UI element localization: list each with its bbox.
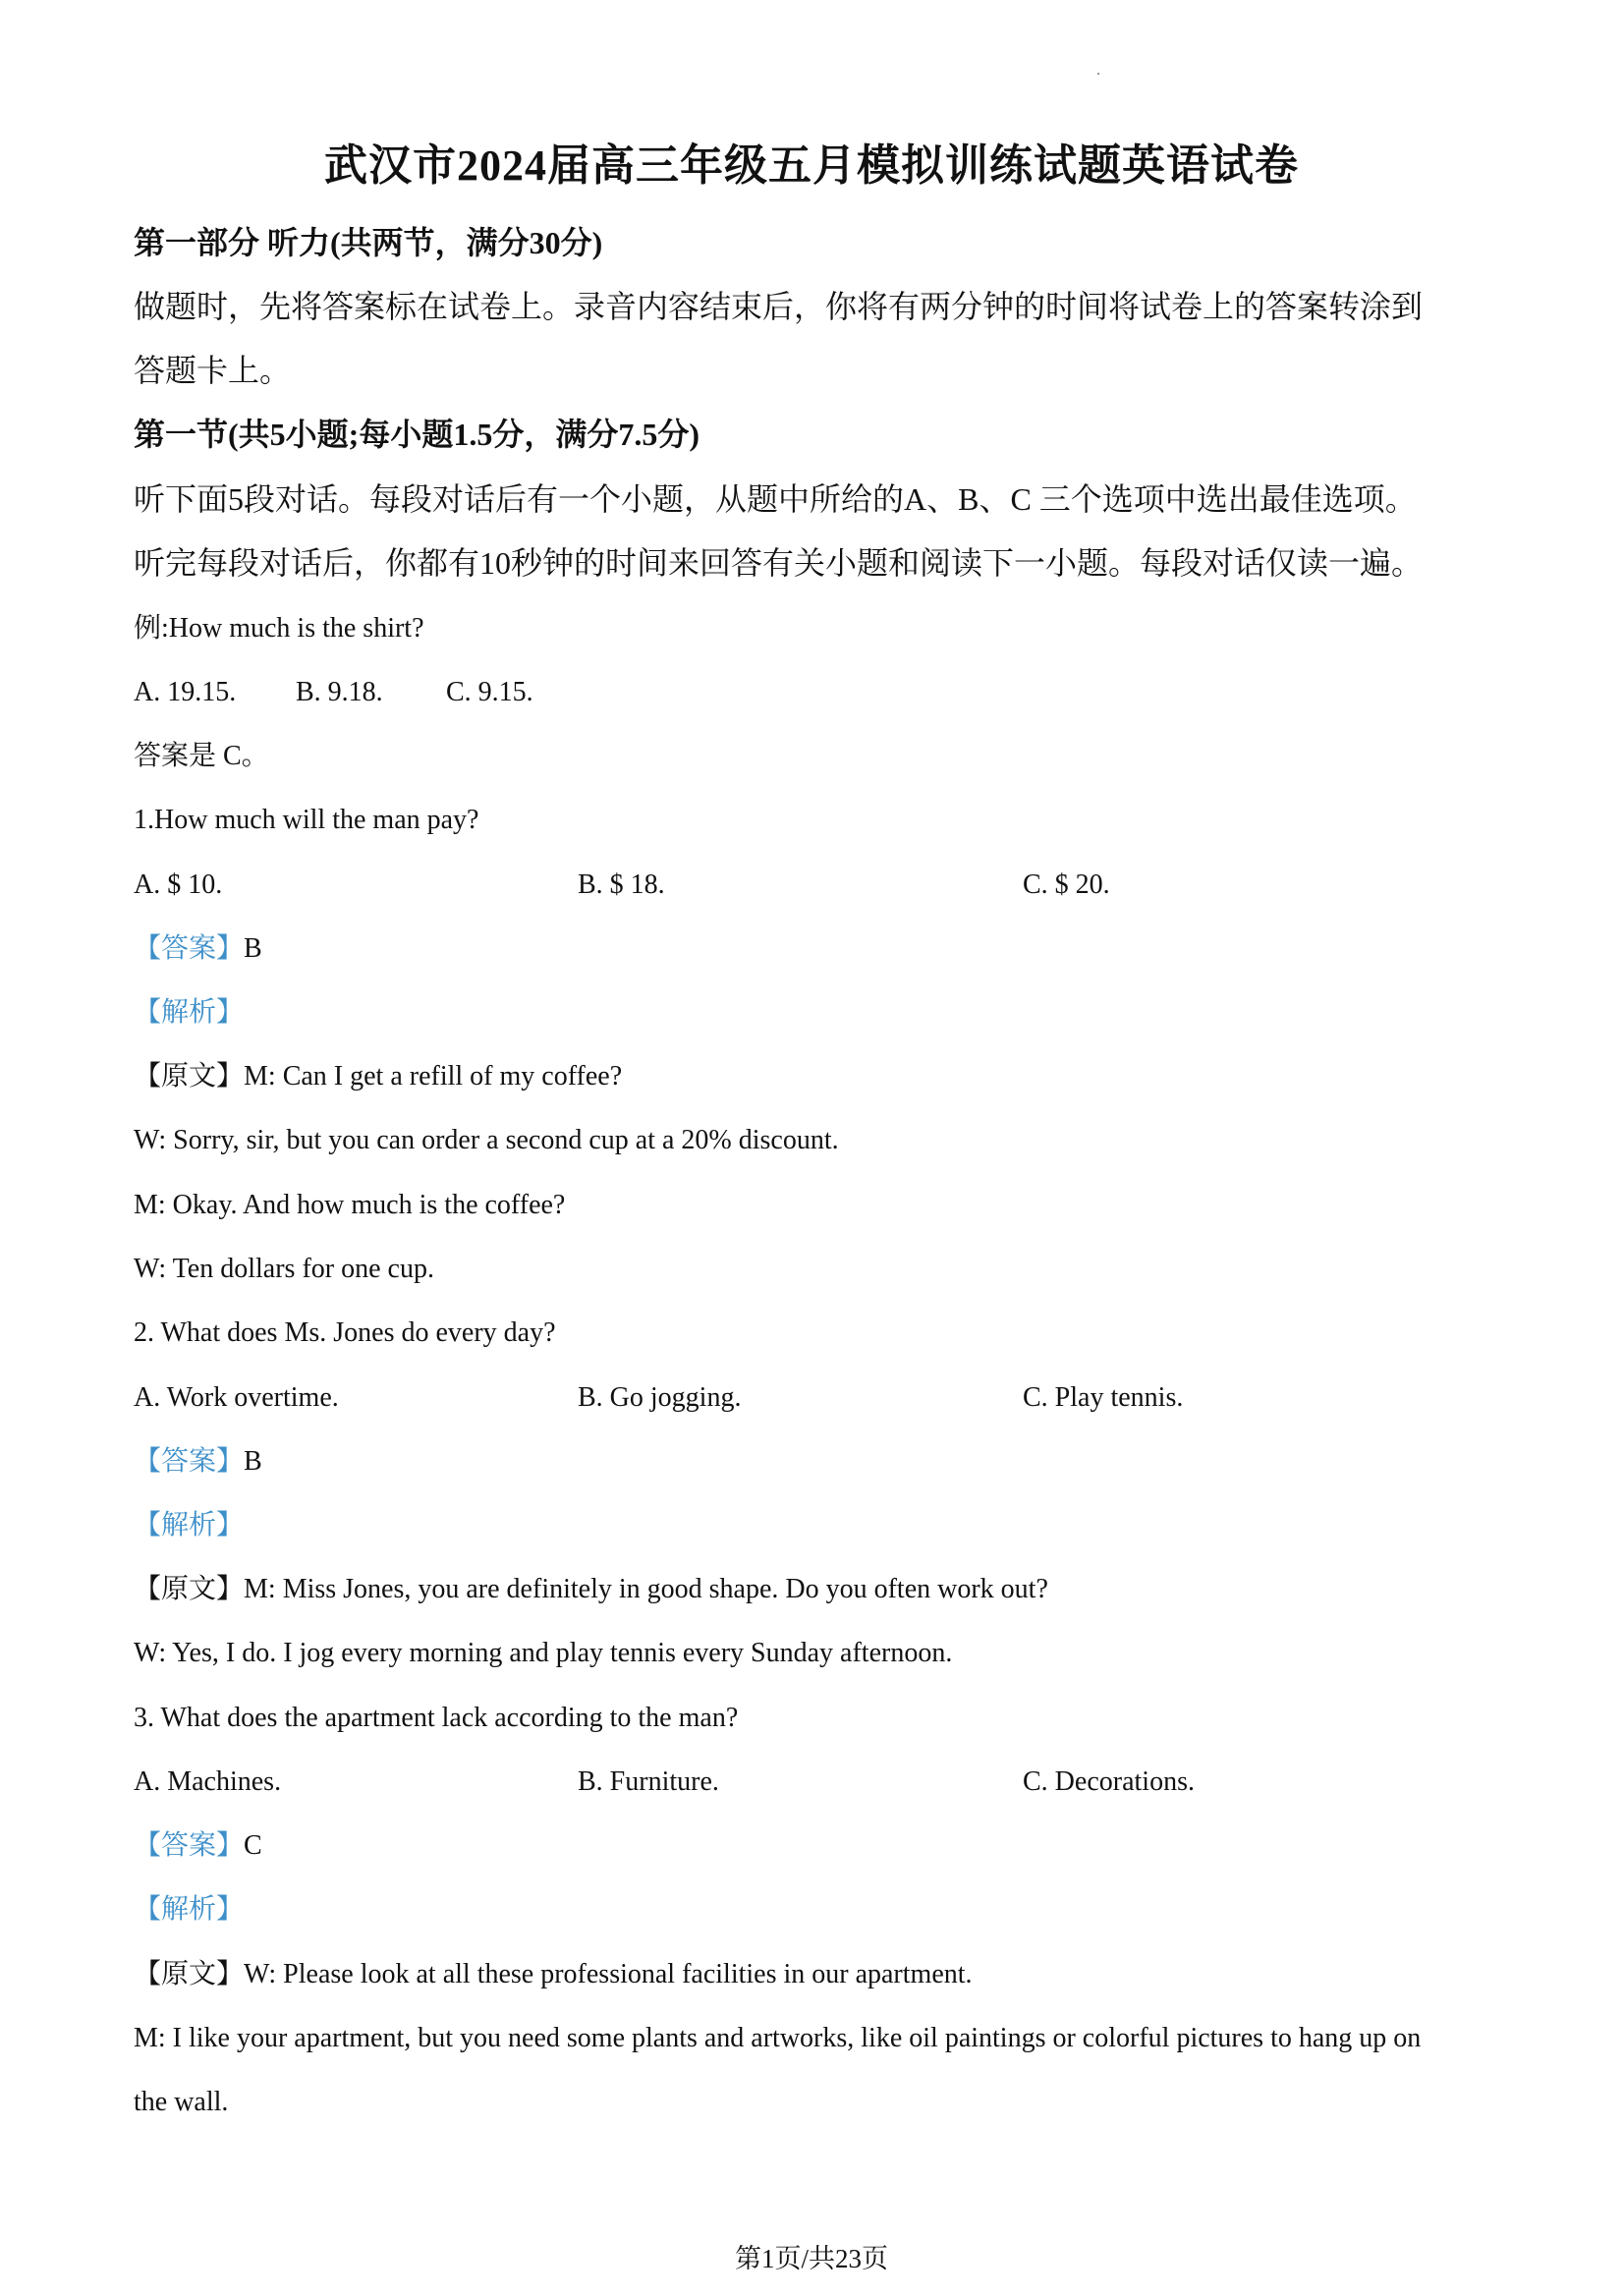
question-2-option-c: C. Play tennis. bbox=[1023, 1382, 1184, 1413]
question-3-transcript-line-3: the wall. bbox=[134, 2087, 229, 2117]
question-2-option-b: B. Go jogging. bbox=[578, 1382, 742, 1413]
question-2-stem: 2. What does Ms. Jones do every day? bbox=[134, 1317, 556, 1348]
example-option-a: A. 19.15. bbox=[134, 677, 237, 707]
answer-tag: 【答案】 bbox=[134, 1446, 245, 1477]
transcript-text: W: Please look at all these professional facilities in our apartment. bbox=[244, 1959, 973, 1989]
question-3-option-b: B. Furniture. bbox=[578, 1766, 719, 1797]
instruction-line-2: 答题卡上。 bbox=[134, 353, 292, 388]
example-option-c: C. 9.15. bbox=[446, 677, 533, 707]
question-1-answer: B bbox=[244, 933, 262, 964]
question-2-answer: B bbox=[244, 1446, 262, 1477]
part1-heading: 第一部分 听力(共两节，满分30分) bbox=[134, 225, 603, 260]
question-2-transcript-line-1 bbox=[134, 1573, 1048, 1606]
question-3-option-a: A. Machines. bbox=[134, 1766, 282, 1797]
question-2-answer-line bbox=[134, 1445, 262, 1479]
analysis-tag: 【解析】 bbox=[134, 1894, 245, 1925]
question-3-transcript-line-2: M: I like your apartment, but you need some plants and artworks, like oil paintings or colorful pictures to hang up on bbox=[134, 2023, 1422, 2053]
question-3-option-c: C. Decorations. bbox=[1023, 1766, 1195, 1797]
question-1-transcript-line-1 bbox=[134, 1060, 622, 1093]
question-1-transcript-line-2: W: Sorry, sir, but you can order a second cup at a 20% discount. bbox=[134, 1125, 839, 1155]
question-1-answer-line bbox=[134, 932, 262, 966]
section1-instruction-1: 听下面5段对话。每段对话后有一个小题，从题中所给的A、B、C 三个选项中选出最佳选项。 bbox=[134, 481, 1417, 517]
analysis-tag: 【解析】 bbox=[134, 1510, 245, 1540]
question-1-transcript-line-4: W: Ten dollars for one cup. bbox=[134, 1254, 434, 1284]
example-question: 例:How much is the shirt? bbox=[134, 613, 424, 644]
question-3-answer: C bbox=[244, 1830, 262, 1861]
question-1-option-c: C. $ 20. bbox=[1023, 869, 1110, 900]
question-3-transcript-line-1 bbox=[134, 1958, 973, 1991]
question-3-answer-line bbox=[134, 1829, 262, 1863]
page-footer: 第1页/共23页 bbox=[734, 2244, 888, 2273]
transcript-text: M: Can I get a refill of my coffee? bbox=[244, 1061, 623, 1092]
question-1-stem: 1.How much will the man pay? bbox=[134, 805, 479, 835]
analysis-tag: 【解析】 bbox=[134, 997, 245, 1028]
original-tag: 【原文】 bbox=[134, 1574, 245, 1604]
example-option-b: B. 9.18. bbox=[296, 677, 383, 707]
original-tag: 【原文】 bbox=[134, 1061, 245, 1092]
question-3-stem: 3. What does the apartment lack according to the man? bbox=[134, 1703, 739, 1733]
section1-instruction-2: 听完每段对话后，你都有10秒钟的时间来回答有关小题和阅读下一小题。每段对话仅读一遍。 bbox=[134, 545, 1424, 581]
section1-heading: 第一节(共5小题;每小题1.5分，满分7.5分) bbox=[134, 417, 700, 452]
question-1-transcript-line-3: M: Okay. And how much is the coffee? bbox=[134, 1190, 566, 1220]
question-1-option-a: A. $ 10. bbox=[134, 869, 223, 900]
question-1-option-b: B. $ 18. bbox=[578, 869, 665, 900]
instruction-line-1: 做题时，先将答案标在试卷上。录音内容结束后，你将有两分钟的时间将试卷上的答案转涂到 bbox=[134, 289, 1424, 324]
exam-title: 武汉市2024届高三年级五月模拟训练试题英语试卷 bbox=[324, 141, 1299, 190]
example-answer: 答案是 C。 bbox=[134, 741, 269, 771]
question-2-option-a: A. Work overtime. bbox=[134, 1382, 339, 1413]
transcript-text: M: Miss Jones, you are definitely in good shape. Do you often work out? bbox=[244, 1574, 1048, 1604]
scan-speck bbox=[1097, 73, 1099, 75]
original-tag: 【原文】 bbox=[134, 1959, 245, 1989]
answer-tag: 【答案】 bbox=[134, 1830, 245, 1861]
question-2-transcript-line-2: W: Yes, I do. I jog every morning and play tennis every Sunday afternoon. bbox=[134, 1638, 953, 1668]
answer-tag: 【答案】 bbox=[134, 933, 245, 964]
